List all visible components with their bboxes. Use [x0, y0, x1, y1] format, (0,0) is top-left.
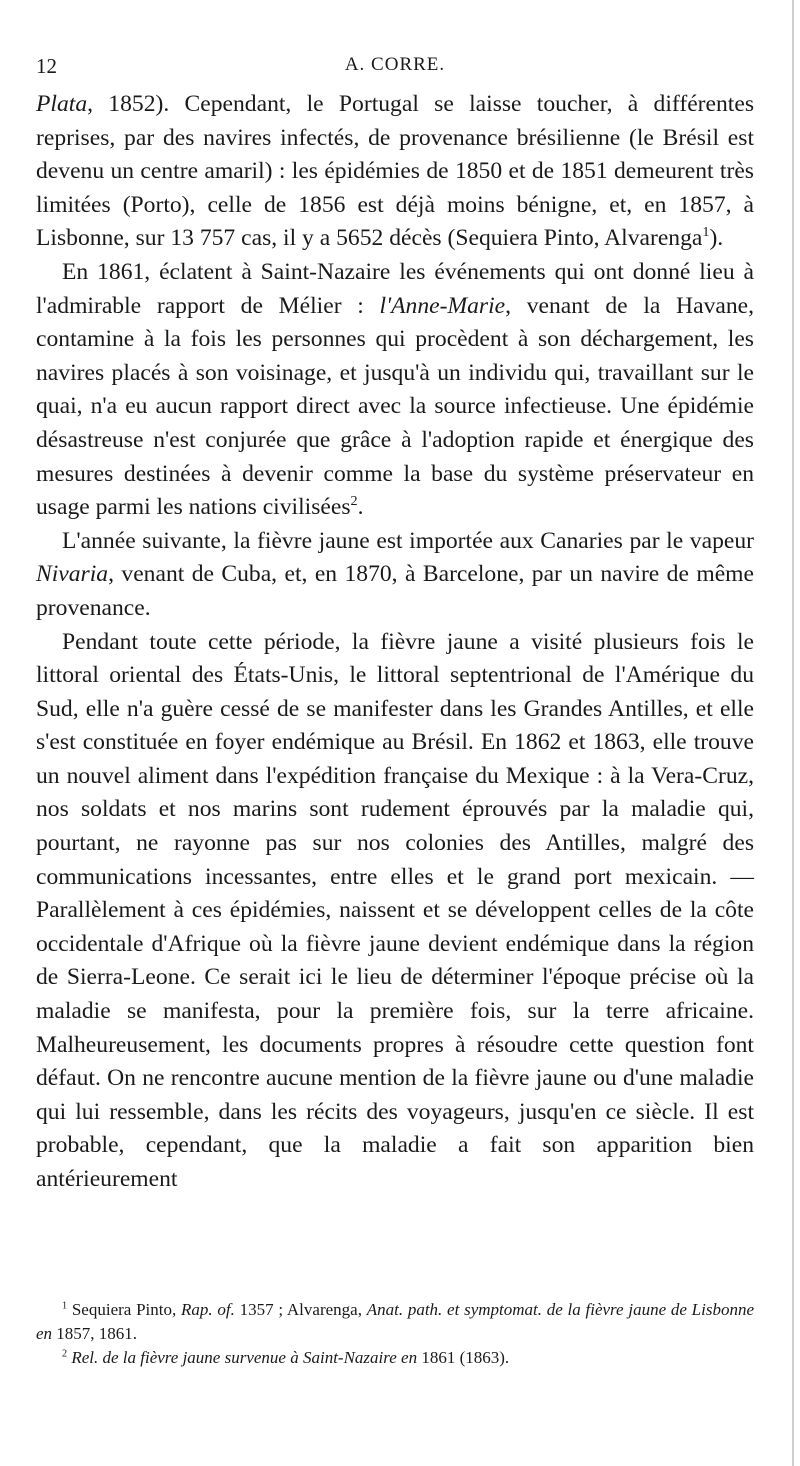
page-edge — [792, 0, 794, 1466]
paragraph-2 — [36, 256, 754, 525]
footnote-mark: 1 — [62, 1300, 68, 1312]
paragraph-4: Pendant toute cette période, la fièvre jaune a visité plusieurs fois le littoral oriental des États-Unis, le littoral septentrional de l'Amérique du Sud, elle n'a guère cessé de se manifester dans les Grandes Antilles, et elle s'est constituée en foyer endémique au Brésil. En 1862 et 1863, elle trouve un nouvel aliment dans l'expédition française du Mexique : à la Vera-Cruz, nos soldats et nos marins sont rudement éprouvés par la maladie qui, pourtant, ne rayonne pas sur nos colonies des Antilles, malgré des communications incessantes, entre elles et le grand port mexicain. — Parallèlement à ces épidémies, naissent et se développent celles de la côte occidentale d'Afrique où la fièvre jaune devient endémique dans la région de Sierra-Leone. Ce serait ici le lieu de déterminer l'époque précise où la maladie se manifesta, pour la première fois, sur la terre africaine. Malheureusement, les documents propres à résoudre cette question font défaut. On ne rencontre aucune mention de la fièvre jaune ou d'une maladie qui lui ressemble, dans les récits des voyageurs, jusqu'en ce siècle. Il est probable, cependant, que la maladie a fait son apparition bien antérieurement — [36, 628, 754, 1192]
footnotes — [36, 1298, 754, 1370]
footnote-1 — [36, 1298, 754, 1346]
paragraph-1 — [36, 88, 754, 256]
footnote-ref-1: 1 — [702, 224, 710, 241]
italic-text: Plata — [36, 91, 88, 117]
text-span: , 1852). Cependant, le Portugal se laisse toucher, à différentes reprises, par des navires infectés, de provenance brésilienne (le Brésil est devenu un centre amaril) : les épidémies de 1850 et de 1851 demeurent très limitées (Porto), celle de 1856 est déjà moins bénigne, et, en 1857, à Lisbonne, sur 13 757 cas, il y a 5652 décès (Sequiera Pinto, Alvarenga — [36, 91, 754, 252]
text-span: En 1861, éclatent à Saint-Nazaire les événements qui ont donné lieu à l'admirable rapport de Mélier : — [36, 258, 754, 319]
italic-text: Rel. de la fièvre jaune survenue à Saint-Nazaire en — [71, 1348, 418, 1367]
text-span: , venant de la Havane, contamine à la fois les personnes qui procèdent à son déchargement, les navires placés à son voisinage, et jusqu'à un individu qui, travaillant sur le quai, n'a eu aucun rapport direct avec la source infectieuse. Une épidémie désastreuse n'est conjurée que grâce à l'adoption rapide et énergique des mesures destinées à devenir comme la base du système préservateur en usage parmi les nations civilisées — [36, 292, 755, 521]
text-span: 1857, 1861. — [52, 1324, 138, 1343]
text-span: 1861 (1863). — [417, 1348, 510, 1367]
page-header — [36, 54, 754, 80]
italic-text: Rap. of. — [180, 1300, 235, 1319]
text-span: , venant de Cuba, et, en 1870, à Barcelone, par un navire de même provenance. — [36, 561, 754, 621]
text-span: ). — [709, 225, 724, 252]
text-span: Sequiera Pinto, — [67, 1300, 181, 1319]
text-span: . — [357, 494, 364, 521]
italic-text: Nivaria — [36, 561, 109, 588]
body-text — [36, 88, 754, 1197]
running-head: A. CORRE. — [344, 54, 446, 75]
footnote-2 — [36, 1346, 754, 1370]
footnote-ref-2: 2 — [350, 493, 358, 510]
paragraph-3 — [36, 525, 754, 626]
page-number: 12 — [36, 54, 57, 78]
text-span: 1357 ; Alvarenga, — [234, 1300, 367, 1319]
footnote-mark: 2 — [62, 1348, 68, 1360]
italic-text: Anat. path. et symptomat. de la fièvre jaune de Lisbonne en — [36, 1300, 755, 1343]
text-span: L'année suivante, la fièvre jaune est importée aux Canaries par le vapeur — [62, 527, 754, 554]
italic-text: l'Anne-Marie — [379, 292, 506, 319]
